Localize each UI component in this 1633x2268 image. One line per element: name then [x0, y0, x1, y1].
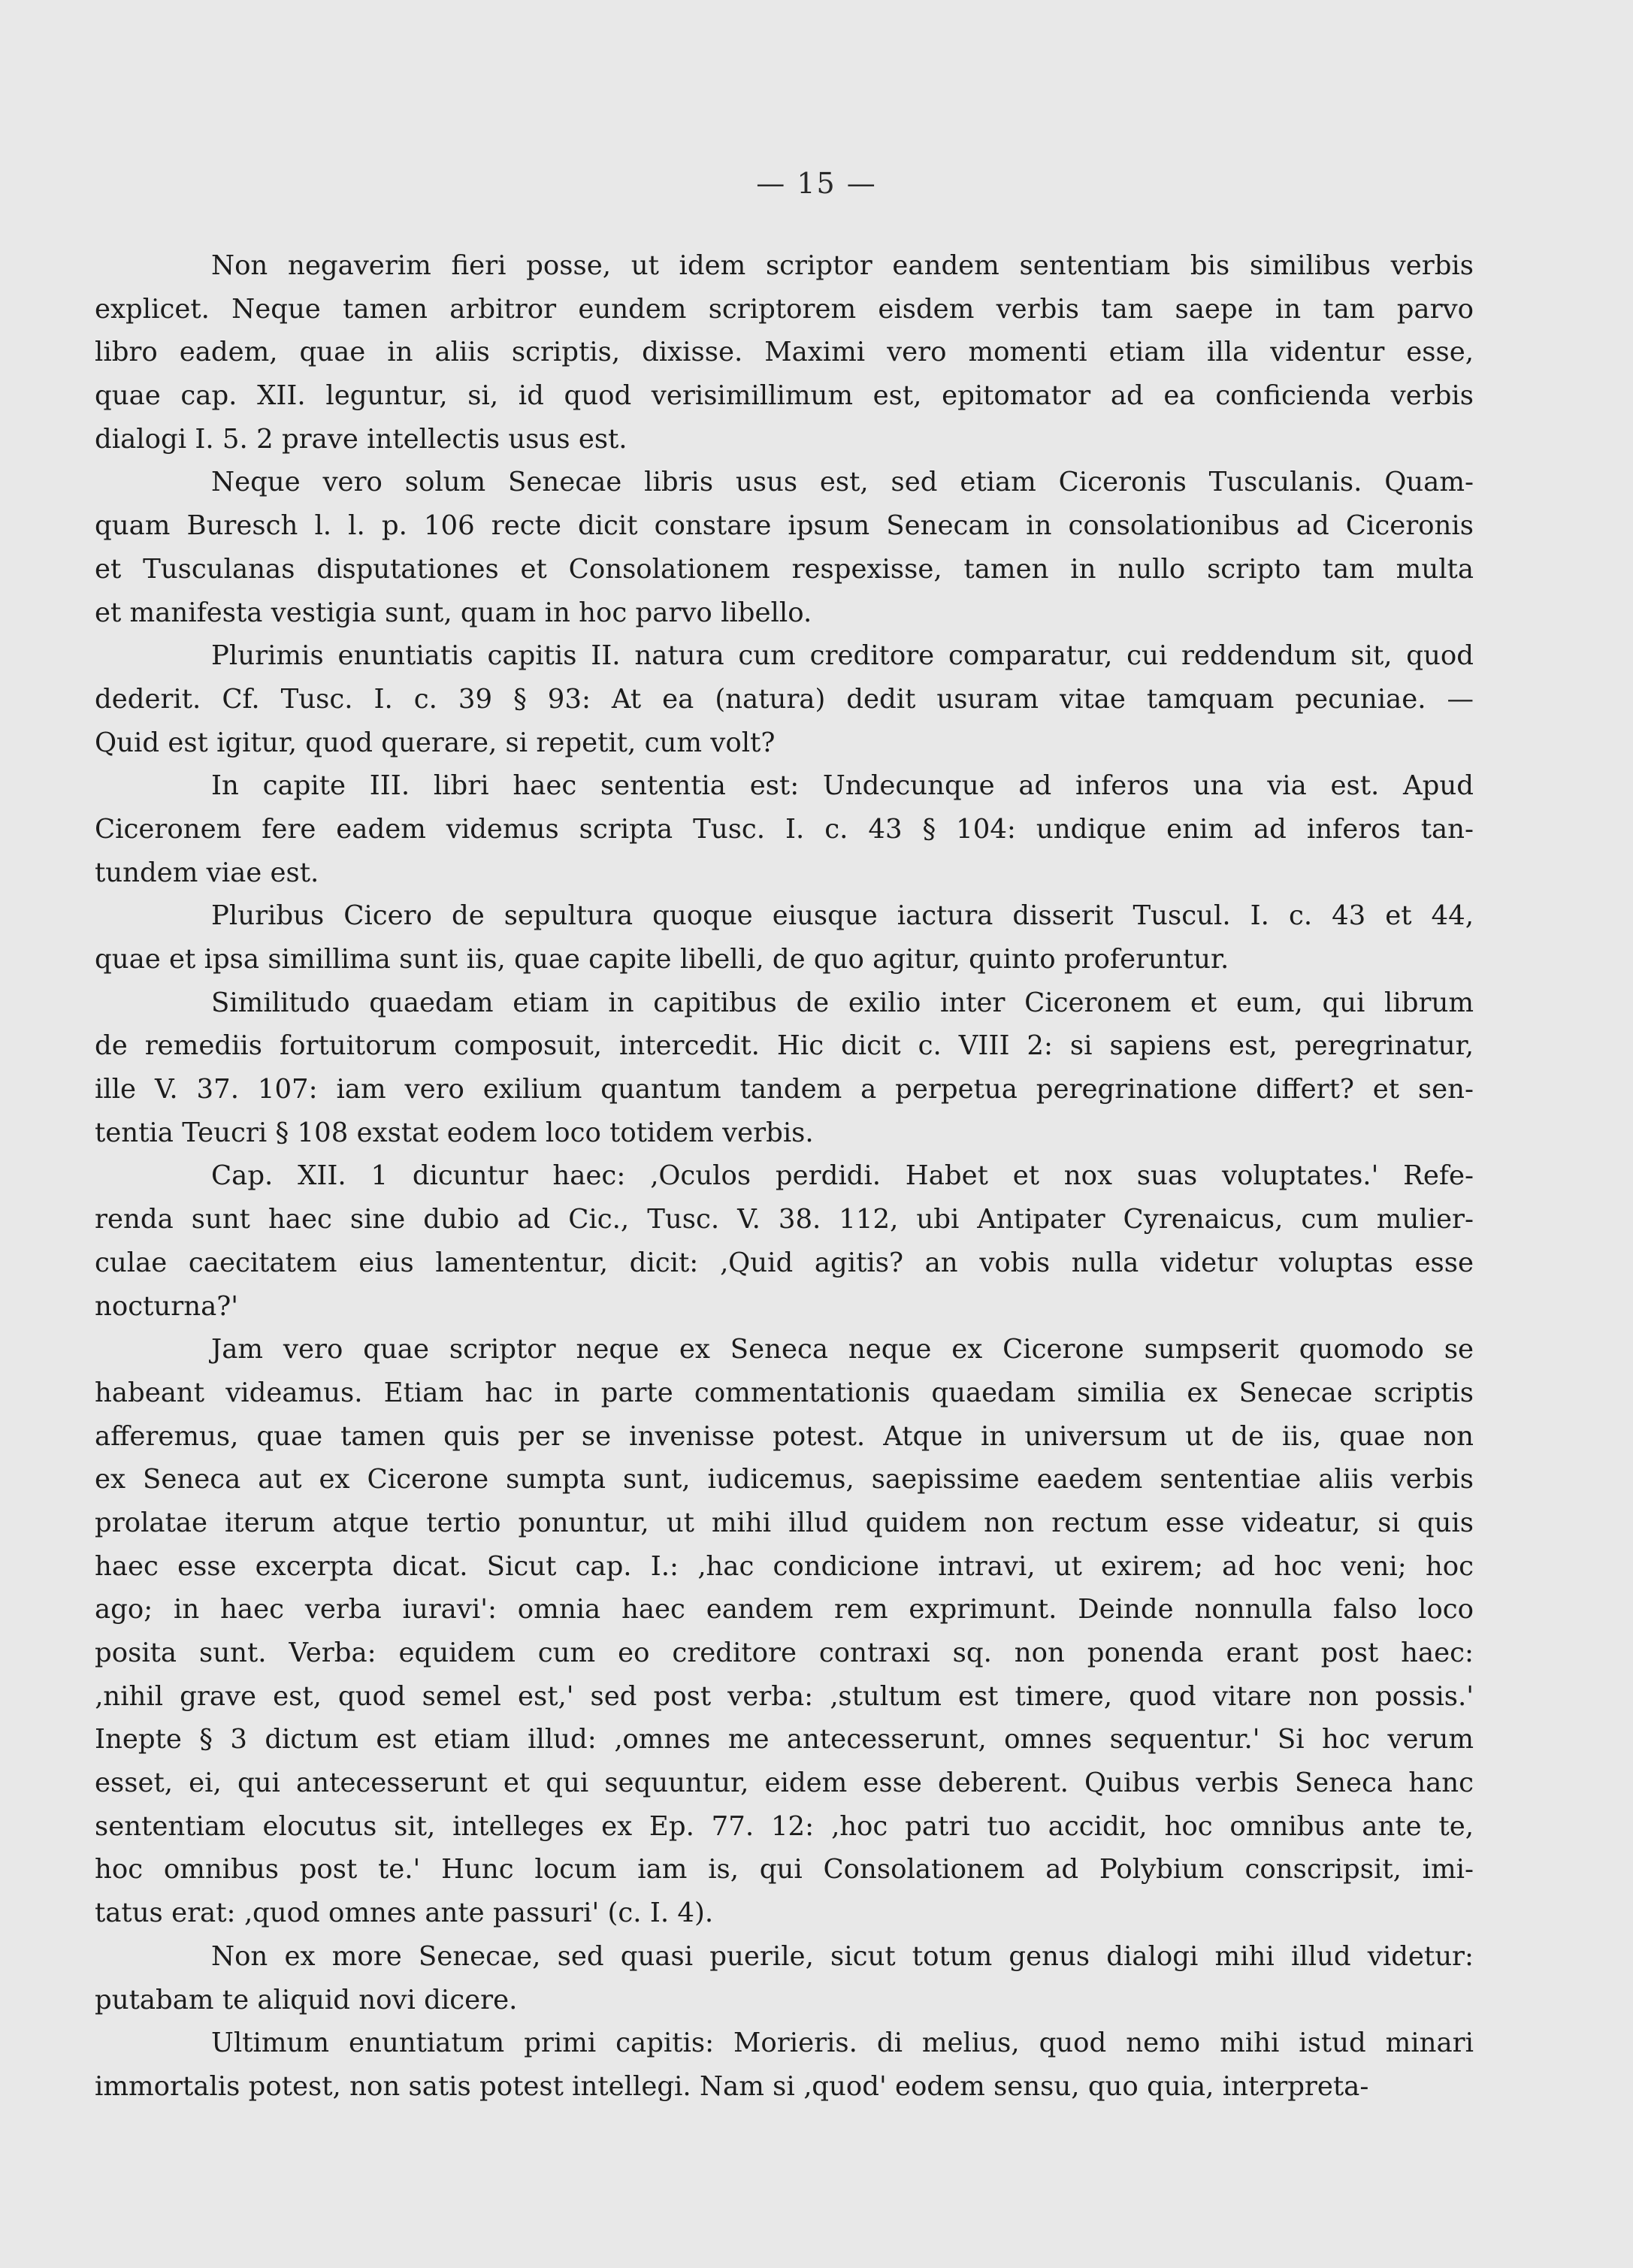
text-line: ago; in haec verba iuravi': omnia haec eandem rem exprimunt. Deinde nonnulla falso loco [95, 1594, 1474, 1625]
text-line: immortalis potest, non satis potest intellegi. Nam si ‚quod' eodem sensu, quo quia, interpreta- [95, 2070, 1369, 2102]
text-line: quam Buresch l. l. p. 106 recte dicit constare ipsum Senecam in consolationibus ad Ciceronis [95, 510, 1474, 542]
paragraph [95, 461, 1474, 634]
text-line: posita sunt. Verba: equidem cum eo creditore contraxi sq. non ponenda erant post haec: [95, 1637, 1474, 1668]
text-line: libro eadem, quae in aliis scriptis, dixisse. Maximi vero momenti etiam illa videntur esse, [95, 337, 1474, 368]
text-line: quae et ipsa simillima sunt iis, quae capite libelli, de quo agitur, quinto proferuntur. [95, 944, 1229, 975]
text-line: de remediis fortuitorum composuit, intercedit. Hic dicit c. VIII 2: si sapiens est, peregrinatur, [95, 1030, 1474, 1062]
text-line: ex Seneca aut ex Cicerone sumpta sunt, iudicemus, saepissime eaedem sententiae aliis verbis [95, 1464, 1474, 1495]
paragraph [95, 894, 1474, 981]
text-line: habeant videamus. Etiam hac in parte commentationis quaedam similia ex Senecae scriptis [95, 1377, 1474, 1408]
paragraph [95, 244, 1474, 461]
text-line: esset, ei, qui antecesserunt et qui sequuntur, eidem esse deberent. Quibus verbis Seneca hanc [95, 1768, 1474, 1799]
body-text [95, 244, 1474, 2109]
text-line: Similitudo quaedam etiam in capitibus de exilio inter Ciceronem et eum, qui librum [211, 987, 1474, 1018]
text-line: hoc omnibus post te.' Hunc locum iam is, qui Consolationem ad Polybium conscripsit, imi- [95, 1854, 1474, 1885]
text-line: Quid est igitur, quod querare, si repetit, cum volt? [95, 727, 776, 758]
paragraph [95, 2022, 1474, 2108]
text-line: In capite III. libri haec sententia est: Undecunque ad inferos una via est. Apud [211, 770, 1474, 802]
text-line: tentia Teucri § 108 exstat eodem loco totidem verbis. [95, 1117, 814, 1148]
text-line: Inepte § 3 dictum est etiam illud: ‚omnes me antecesserunt, omnes sequentur.' Si hoc verum [95, 1724, 1474, 1755]
text-line: Ciceronem fere eadem videmus scripta Tusc. I. c. 43 § 104: undique enim ad inferos tan- [95, 813, 1474, 845]
paragraph [95, 1935, 1474, 2022]
text-line: Ultimum enuntiatum primi capitis: Morieris. di melius, quod nemo mihi istud minari [211, 2028, 1474, 2059]
text-line: Neque vero solum Senecae libris usus est, sed etiam Ciceronis Tusculanis. Quam- [211, 467, 1474, 498]
text-line: culae caecitatem eius lamententur, dicit: ‚Quid agitis? an vobis nulla videtur voluptas esse [95, 1247, 1474, 1278]
paragraph [95, 634, 1474, 764]
text-line: tundem viae est. [95, 857, 319, 888]
text-line: putabam te aliquid novi dicere. [95, 1984, 518, 2015]
text-line: tatus erat: ‚quod omnes ante passuri' (c. I. 4). [95, 1898, 714, 1929]
text-line: Jam vero quae scriptor neque ex Seneca neque ex Cicerone sumpserit quomodo se [211, 1334, 1474, 1365]
text-line: prolatae iterum atque tertio ponuntur, ut mihi illud quidem non rectum esse videatur, si quis [95, 1507, 1474, 1538]
text-line: renda sunt haec sine dubio ad Cic., Tusc. V. 38. 112, ubi Antipater Cyrenaicus, cum mulier- [95, 1204, 1474, 1235]
paragraph [95, 1154, 1474, 1328]
text-line: ‚nihil grave est, quod semel est,' sed post verba: ‚stultum est timere, quod vitare non possis.' [95, 1680, 1474, 1712]
text-line: afferemus, quae tamen quis per se invenisse potest. Atque in universum ut de iis, quae non [95, 1420, 1474, 1452]
paragraph [95, 1328, 1474, 1935]
paragraph [95, 764, 1474, 894]
text-line: et manifesta vestigia sunt, quam in hoc parvo libello. [95, 597, 812, 628]
page-number: — 15 — [756, 167, 877, 200]
text-line: Non negaverim fieri posse, ut idem scriptor eandem sententiam bis similibus verbis [211, 250, 1474, 281]
text-line: explicet. Neque tamen arbitror eundem scriptorem eisdem verbis tam saepe in tam parvo [95, 293, 1474, 325]
text-line: haec esse excerpta dicat. Sicut cap. I.: ‚hac condicione intravi, ut exirem; ad hoc veni; hoc [95, 1550, 1474, 1582]
text-line: Cap. XII. 1 dicuntur haec: ‚Oculos perdidi. Habet et nox suas voluptates.' Refe- [211, 1160, 1474, 1192]
text-line: et Tusculanas disputationes et Consolationem respexisse, tamen in nullo scripto tam multa [95, 553, 1474, 585]
text-line: dederit. Cf. Tusc. I. c. 39 § 93: At ea (natura) dedit usuram vitae tamquam pecuniae. — [95, 683, 1474, 715]
text-line: Pluribus Cicero de sepultura quoque eiusque iactura disserit Tuscul. I. c. 43 et 44, [211, 900, 1474, 932]
paragraph [95, 981, 1474, 1155]
text-line: Non ex more Senecae, sed quasi puerile, sicut totum genus dialogi mihi illud videtur: [211, 1940, 1474, 1972]
text-line: Plurimis enuntiatis capitis II. natura cum creditore comparatur, cui reddendum sit, quod [211, 640, 1474, 672]
text-line: quae cap. XII. leguntur, si, id quod verisimillimum est, epitomator ad ea conficienda verbis [95, 380, 1474, 412]
text-line: dialogi I. 5. 2 prave intellectis usus est. [95, 423, 627, 455]
text-line: sententiam elocutus sit, intelleges ex Ep. 77. 12: ‚hoc patri tuo accidit, hoc omnibus ante te, [95, 1810, 1474, 1842]
text-line: nocturna?' [95, 1290, 239, 1322]
text-line: ille V. 37. 107: iam vero exilium quantum tandem a perpetua peregrinatione differt? et sen- [95, 1074, 1474, 1105]
